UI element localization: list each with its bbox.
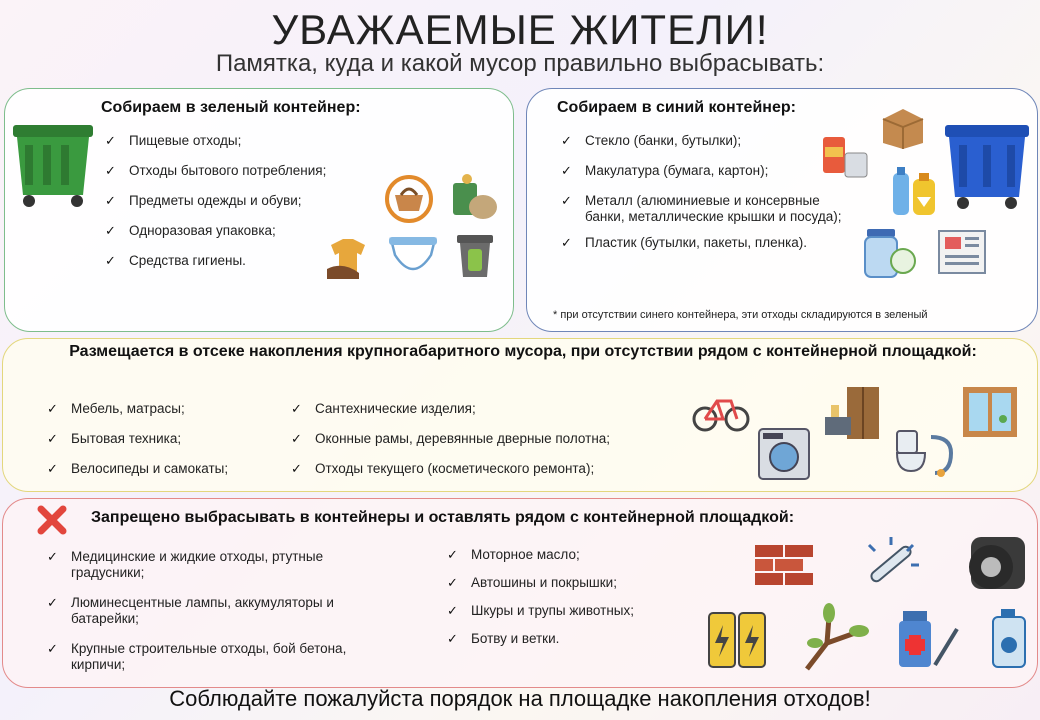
list-item: ✓ Моторное масло;	[441, 547, 701, 563]
footer-note: Соблюдайте пожалуйста порядок на площадке накопления отходов!	[169, 686, 871, 711]
page-subtitle: Памятка, куда и какой мусор правильно выбрасывать:	[215, 50, 825, 77]
bulky-waste-heading: Размещается в отсеке накопления крупногабаритного мусора, при отсутствии рядом с контейнерной площадкой:	[69, 343, 977, 360]
list-item: ✓ Медицинские и жидкие отходы, ртутные градусники;	[41, 549, 381, 581]
fluorescent-lamp-icon	[859, 533, 923, 595]
list-item: ✓ Оконные рамы, деревянные дверные полотна;	[285, 431, 685, 447]
list-item: ✓ Предметы одежды и обуви;	[99, 193, 379, 209]
list-item: ✓ Пластик (бутылки, пакеты, пленка).	[555, 235, 855, 251]
washing-machine-icon	[755, 425, 813, 483]
blue-bin-icon	[939, 117, 1035, 211]
batteries-icon	[703, 603, 773, 673]
cardboard-box-icon	[879, 105, 927, 151]
list-item: ✓ Макулатура (бумага, картон);	[555, 163, 855, 179]
list-item: ✓ Люминесцентные лампы, аккумуляторы и батарейки;	[41, 595, 381, 627]
glass-jar-icon	[861, 225, 919, 281]
page-title: УВАЖАЕМЫЕ ЖИТЕЛИ!	[271, 6, 769, 53]
bicycle-icon	[691, 387, 751, 435]
diaper-icon	[385, 229, 441, 285]
list-item: ✓ Пищевые отходы;	[99, 133, 379, 149]
furniture-icon	[821, 383, 883, 445]
bricks-icon	[751, 539, 817, 589]
trash-bag-icon	[447, 169, 499, 221]
bulky-list-right	[285, 401, 685, 477]
forbidden-list-right	[441, 547, 701, 647]
list-item: ✓ Сантехнические изделия;	[285, 401, 685, 417]
blue-container-list	[555, 133, 855, 251]
blue-container-heading: Собираем в синий контейнер:	[557, 99, 796, 116]
forbidden-heading: Запрещено выбрасывать в контейнеры и оставлять рядом с контейнерной площадкой:	[91, 509, 795, 526]
plumbing-icon	[891, 423, 961, 485]
green-container-panel	[4, 88, 514, 332]
list-item: ✓ Шкуры и трупы животных;	[441, 603, 701, 619]
motor-oil-icon	[987, 605, 1031, 671]
cross-icon	[35, 505, 69, 535]
food-recycle-icon	[383, 173, 435, 225]
list-item: ✓ Металл (алюминиевые и консервные банки, металлические крышки и посуда);	[555, 193, 845, 225]
list-item: ✓ Велосипеды и самокаты;	[41, 461, 301, 477]
medicine-icon	[895, 605, 965, 671]
bulky-list-left	[41, 401, 301, 477]
list-item: ✓ Отходы текущего (косметического ремонта);	[285, 461, 685, 477]
list-item: ✓ Бытовая техника;	[41, 431, 301, 447]
blue-container-panel	[526, 88, 1038, 332]
plastic-bottles-icon	[887, 163, 941, 219]
clothes-icon	[323, 233, 373, 283]
list-item: ✓ Стекло (банки, бутылки);	[555, 133, 855, 149]
forbidden-panel	[2, 498, 1038, 688]
forbidden-list-left	[41, 549, 401, 673]
green-bin-icon	[7, 115, 99, 209]
tires-icon	[961, 531, 1031, 597]
newspaper-icon	[933, 225, 991, 279]
cans-icon	[819, 131, 871, 181]
list-item: ✓ Ботву и ветки.	[441, 631, 701, 647]
green-container-heading: Собираем в зеленый контейнер:	[101, 99, 361, 116]
list-item: ✓ Отходы бытового потребления;	[99, 163, 379, 179]
list-item: ✓ Одноразовая упаковка;	[99, 223, 379, 239]
bulky-waste-panel	[2, 338, 1038, 492]
list-item: ✓ Автошины и покрышки;	[441, 575, 701, 591]
branch-icon	[799, 603, 869, 673]
list-item: ✓ Мебель, матрасы;	[41, 401, 301, 417]
window-frame-icon	[959, 383, 1021, 443]
list-item: ✓ Средства гигиены.	[99, 253, 379, 269]
list-item: ✓ Крупные строительные отходы, бой бетона, кирпичи;	[41, 641, 381, 673]
blue-container-note: * при отсутствии синего контейнера, эти отходы складируются в зеленый	[553, 309, 928, 321]
trash-can-icon	[451, 229, 499, 281]
